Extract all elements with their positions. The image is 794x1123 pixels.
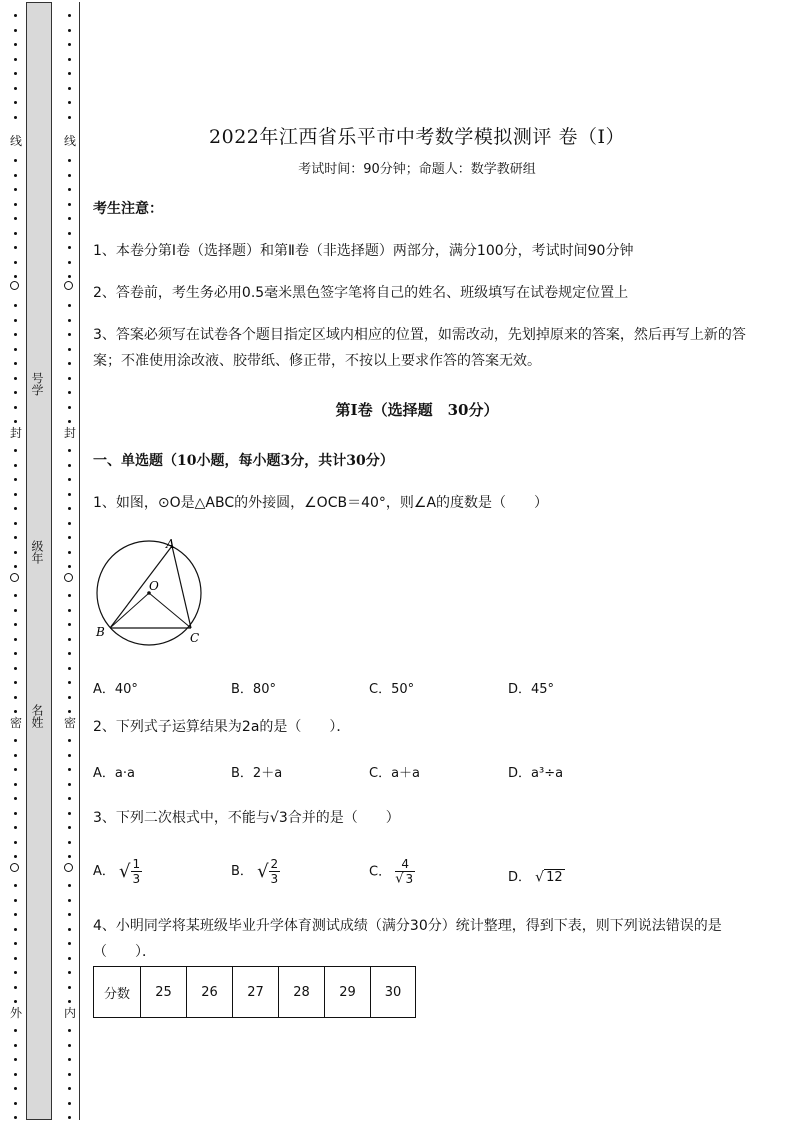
seal-dot	[68, 754, 71, 757]
seal-dot	[68, 319, 71, 322]
seal-dot	[68, 928, 71, 931]
q3-a-denominator: 3	[132, 872, 141, 886]
seal-dot	[14, 754, 17, 757]
seal-dot	[68, 232, 71, 235]
seal-dot	[14, 116, 17, 119]
seal-dot	[68, 116, 71, 119]
seal-dot	[68, 348, 71, 351]
seal-dot	[14, 957, 17, 960]
seal-dot	[14, 783, 17, 786]
question-2-text: 2、下列式子运算结果为2a的是（ ）．	[93, 719, 351, 735]
q3-c-radicand: 3	[405, 872, 414, 886]
seal-dot	[14, 1073, 17, 1076]
question-3-text: 3、下列二次根式中，不能与√3合并的是（ ）	[93, 810, 400, 826]
inner-char: 线	[63, 134, 76, 148]
seal-dot	[14, 623, 17, 626]
seal-dot	[68, 449, 71, 452]
seal-dot	[68, 609, 71, 612]
seal-dot	[68, 377, 71, 380]
radical-icon: √	[119, 861, 131, 882]
seal-dot	[68, 1116, 71, 1119]
seal-ring-icon	[64, 573, 73, 582]
q3-option-b[interactable]	[231, 857, 280, 886]
seal-dot	[68, 986, 71, 989]
seal-dot	[14, 681, 17, 684]
seal-dot	[14, 87, 17, 90]
seal-dot	[14, 913, 17, 916]
seal-dot	[68, 507, 71, 510]
seal-dot	[14, 667, 17, 670]
seal-dot	[68, 420, 71, 423]
seal-dot	[14, 536, 17, 539]
seal-dot	[14, 522, 17, 525]
seal-dot	[14, 58, 17, 61]
notice-item-2: 2、答卷前，考生务必用0.5毫米黑色签字笔将自己的姓名、班级填写在试卷规定位置上	[93, 285, 629, 301]
seal-dot	[68, 696, 71, 699]
seal-dot	[14, 768, 17, 771]
seal-dot	[14, 884, 17, 887]
seal-dot	[68, 29, 71, 32]
q1-option-c[interactable]: C．50°	[369, 682, 415, 697]
seal-dot	[68, 101, 71, 104]
score-table	[93, 966, 416, 1018]
seal-dot	[14, 1116, 17, 1119]
label-c: C	[190, 631, 200, 645]
table-cell: 27	[233, 967, 279, 1018]
seal-dot	[68, 855, 71, 858]
table-cell: 26	[187, 967, 233, 1018]
q1-option-b[interactable]: B．80°	[231, 682, 276, 697]
table-row	[94, 967, 416, 1018]
seal-ring-icon	[64, 863, 73, 872]
seal-dot	[68, 841, 71, 844]
seal-dot	[14, 609, 17, 612]
class-field: 级年	[30, 540, 44, 564]
q2-option-a[interactable]: A．a·a	[93, 766, 135, 781]
seal-dot	[68, 768, 71, 771]
table-cell: 25	[141, 967, 187, 1018]
section-title: 第Ⅰ卷（选择题 30分）	[335, 401, 499, 419]
radical-icon: √	[257, 861, 269, 882]
seal-dot	[14, 507, 17, 510]
seal-dot	[14, 1000, 17, 1003]
seal-dot	[14, 1102, 17, 1105]
seal-dot	[14, 855, 17, 858]
seal-dot	[68, 14, 71, 17]
seal-dot	[14, 652, 17, 655]
seal-dot	[68, 652, 71, 655]
seal-dot	[68, 681, 71, 684]
seal-dot	[14, 101, 17, 104]
seal-dot	[14, 1029, 17, 1032]
seal-dot	[14, 1044, 17, 1047]
q3-d-radicand: 12	[546, 870, 563, 885]
seal-dot	[68, 884, 71, 887]
seal-dot	[14, 217, 17, 220]
seal-dot	[14, 391, 17, 394]
seal-dot	[68, 797, 71, 800]
q3-option-a[interactable]	[93, 857, 142, 886]
seal-dot	[68, 565, 71, 568]
notice-item-3: 3、答案必须写在试卷各个题目指定区域内相应的位置，如需改动，先划掉原来的答案，然后再写上新的答案；不准使用涂改液、胶带纸、修正带，不按以上要求作答的答案无效。	[93, 327, 746, 369]
seal-dot	[14, 14, 17, 17]
inner-char: 密	[63, 716, 76, 730]
seal-dot	[14, 899, 17, 902]
seal-dot	[68, 159, 71, 162]
seal-dot	[68, 623, 71, 626]
q3-c-numerator: 4	[395, 857, 415, 872]
seal-dot	[68, 333, 71, 336]
seal-dot	[14, 232, 17, 235]
seal-ring-icon	[10, 573, 19, 582]
seal-dot	[68, 174, 71, 177]
seal-dot	[68, 406, 71, 409]
seal-dot	[68, 783, 71, 786]
seal-dot	[14, 841, 17, 844]
seal-dot	[68, 942, 71, 945]
seal-dot	[14, 333, 17, 336]
seal-dot	[68, 362, 71, 365]
q3-b-denominator: 3	[270, 872, 279, 886]
seal-dot	[68, 304, 71, 307]
seal-dot	[68, 1029, 71, 1032]
seal-dot	[14, 29, 17, 32]
seal-dot	[14, 1058, 17, 1061]
q3-option-d-prefix: D．	[508, 870, 532, 885]
seal-dot	[14, 739, 17, 742]
seal-dot	[14, 464, 17, 467]
seal-dot	[68, 87, 71, 90]
q3-option-a-fraction	[131, 857, 143, 886]
seal-dot	[68, 1087, 71, 1090]
inner-seal-line	[60, 0, 80, 1123]
seal-dot	[14, 420, 17, 423]
q3-option-c-prefix: C．	[369, 864, 392, 880]
q3-c-denominator	[395, 872, 415, 887]
seal-dot	[14, 348, 17, 351]
seal-dot	[68, 478, 71, 481]
seal-dot	[68, 522, 71, 525]
seal-dot	[14, 72, 17, 75]
q3-option-a-prefix: A．	[93, 864, 115, 879]
seal-ring-icon	[10, 863, 19, 872]
label-a: A	[166, 537, 175, 551]
notice-item-1: 1、本卷分第Ⅰ卷（选择题）和第Ⅱ卷（非选择题）两部分，满分100分，考试时间90分钟	[93, 243, 634, 259]
seal-dot	[68, 43, 71, 46]
seal-dot	[68, 536, 71, 539]
q3-b-numerator: 2	[270, 857, 279, 871]
side-ab	[110, 546, 172, 628]
circumcircle-figure	[92, 534, 212, 646]
seal-dot	[68, 1102, 71, 1105]
seal-dot	[68, 261, 71, 264]
part-heading: 一、单选题（10小题，每小题3分，共计30分）	[93, 453, 394, 469]
q3-option-c[interactable]	[369, 857, 415, 887]
seal-dot	[68, 58, 71, 61]
seal-dot	[14, 1087, 17, 1090]
question-4-text: 4、小明同学将某班级毕业升学体育测试成绩（满分30分）统计整理，得到下表，则下列说法错误的是（ ）．	[93, 918, 722, 960]
table-cell: 30	[371, 967, 416, 1018]
radical-icon: √	[395, 871, 404, 887]
notice-heading: 考生注意：	[93, 201, 163, 217]
label-o: O	[149, 579, 159, 593]
seal-dot	[68, 638, 71, 641]
exam-subtitle: 考试时间：90分钟；命题人：数学教研组	[298, 162, 536, 177]
seal-dot	[68, 1073, 71, 1076]
seal-dot	[68, 594, 71, 597]
seal-dot	[14, 159, 17, 162]
seal-dot	[14, 319, 17, 322]
seal-dot	[14, 188, 17, 191]
seal-dot	[68, 493, 71, 496]
seal-dot	[14, 551, 17, 554]
seal-dot	[14, 971, 17, 974]
seal-ring-icon	[64, 281, 73, 290]
seal-dot	[14, 826, 17, 829]
seal-dot	[68, 246, 71, 249]
seal-dot	[14, 493, 17, 496]
seal-dot	[14, 304, 17, 307]
seal-dot	[68, 203, 71, 206]
seal-dot	[14, 696, 17, 699]
label-b: B	[96, 625, 105, 639]
seal-dot	[14, 362, 17, 365]
seal-dot	[68, 464, 71, 467]
seal-dot	[68, 1044, 71, 1047]
seal-dot	[14, 246, 17, 249]
seal-dot	[14, 710, 17, 713]
seal-dot	[14, 203, 17, 206]
table-cell: 分数	[94, 967, 141, 1018]
seal-dot	[14, 43, 17, 46]
q3-option-b-prefix: B．	[231, 864, 253, 879]
seal-dot	[68, 275, 71, 278]
seal-dot	[14, 565, 17, 568]
student-number-field: 号学	[30, 372, 44, 396]
seal-dot	[14, 275, 17, 278]
inner-char: 内	[63, 1006, 76, 1020]
seal-dot	[14, 377, 17, 380]
seal-dot	[68, 667, 71, 670]
seal-dot	[68, 188, 71, 191]
seal-ring-icon	[10, 281, 19, 290]
seal-dot	[14, 942, 17, 945]
seal-dot	[14, 797, 17, 800]
seal-dot	[14, 594, 17, 597]
seal-dot	[14, 638, 17, 641]
seal-dot	[68, 72, 71, 75]
q2-option-d[interactable]: D．a³÷a	[508, 766, 564, 781]
q3-a-numerator: 1	[132, 857, 141, 871]
q2-option-c[interactable]: C．a＋a	[369, 766, 421, 781]
seal-dot	[68, 899, 71, 902]
seal-dot	[14, 406, 17, 409]
name-field: 名姓	[30, 704, 44, 728]
table-cell: 28	[279, 967, 325, 1018]
seal-dot	[14, 812, 17, 815]
q2-option-b[interactable]: B．2＋a	[231, 766, 283, 781]
seal-dot	[68, 551, 71, 554]
seal-dot	[68, 217, 71, 220]
seal-dot	[68, 971, 71, 974]
seal-dot	[68, 739, 71, 742]
seal-dot	[68, 826, 71, 829]
seal-dot	[14, 928, 17, 931]
q3-option-d[interactable]	[508, 866, 565, 886]
seal-dot	[68, 812, 71, 815]
seal-dot	[14, 986, 17, 989]
seal-dot	[68, 1000, 71, 1003]
seal-dot	[14, 261, 17, 264]
seal-dot	[68, 391, 71, 394]
outer-char: 外	[9, 1006, 22, 1020]
q3-option-c-fraction	[395, 857, 415, 887]
exam-title: 2022年江西省乐平市中考数学模拟测评 卷（Ⅰ）	[209, 126, 625, 148]
segment-ob	[110, 593, 149, 628]
seal-dot	[68, 1058, 71, 1061]
seal-dot	[14, 174, 17, 177]
outer-seal-line	[6, 0, 26, 1123]
q3-option-b-fraction	[269, 857, 281, 886]
seal-dot	[68, 913, 71, 916]
q1-option-d[interactable]: D．45°	[508, 682, 555, 697]
q1-option-a[interactable]: A．40°	[93, 682, 138, 697]
seal-dot	[14, 449, 17, 452]
outer-char: 密	[9, 716, 22, 730]
outer-char: 线	[9, 134, 22, 148]
question-1-text: 1、如图，⊙O是△ABC的外接圆，∠OCB＝40°，则∠A的度数是（ ）	[93, 495, 549, 511]
outer-char: 封	[9, 426, 22, 440]
table-cell: 29	[325, 967, 371, 1018]
inner-char: 封	[63, 426, 76, 440]
seal-dot	[14, 478, 17, 481]
radical-icon: √	[535, 869, 545, 886]
seal-dot	[68, 710, 71, 713]
seal-dot	[68, 957, 71, 960]
